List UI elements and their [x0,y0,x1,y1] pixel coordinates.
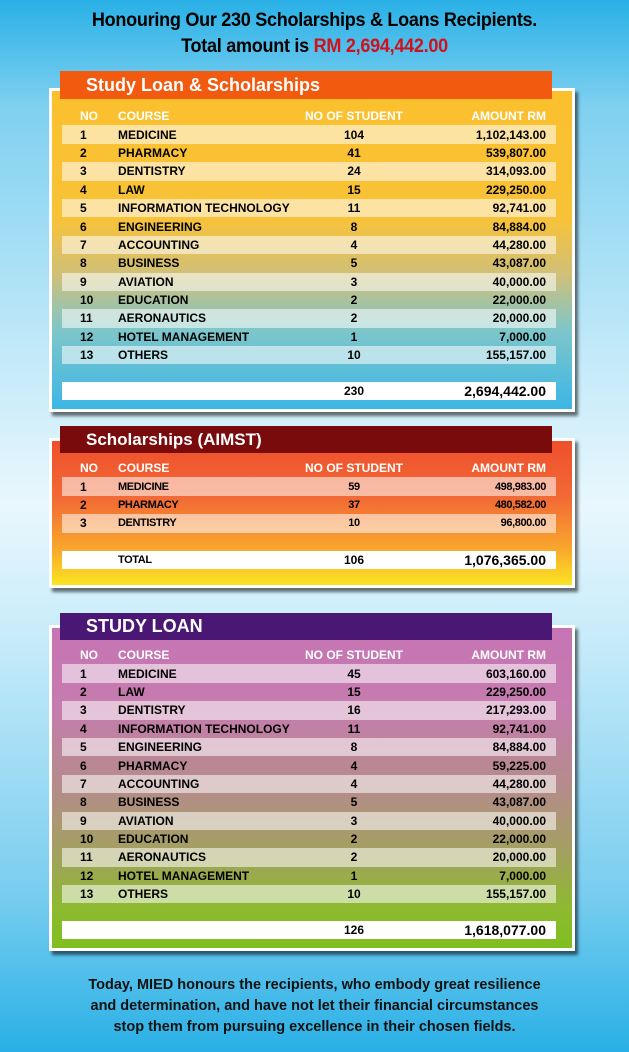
course-name: INFORMATION TECHNOLOGY [118,721,290,736]
amount-rm: 44,280.00 [492,776,546,791]
amount-rm: 43,087.00 [492,256,546,271]
study-loan-scholarships-title: Study Loan & Scholarships [60,71,552,99]
total-students: 126 [343,923,365,938]
row-number: 6 [80,219,87,234]
table-row [62,701,556,719]
course-name: AERONAUTICS [118,850,207,865]
course-name: ENGINEERING [118,219,203,234]
row-number: 2 [80,684,87,699]
course-name: MEDICINE [118,480,169,493]
course-name: OTHERS [118,348,169,363]
table-row [62,236,556,254]
amount-rm: 1,102,143.00 [475,127,546,142]
column-header-students: NO OF STUDENT [305,109,403,124]
amount-rm: 96,800.00 [500,517,546,530]
column-header-no: NO [80,648,98,663]
row-number: 8 [80,256,87,271]
table-row [62,756,556,774]
table-row [62,830,556,848]
row-number: 7 [80,237,87,252]
student-count: 45 [347,666,361,681]
course-name: EDUCATION [118,832,189,847]
course-name: PHARMACY [118,498,179,511]
course-name: LAW [118,182,145,197]
amount-rm: 92,741.00 [492,201,546,216]
footer-line2: and determination, and have not let their financial circumstances [90,998,539,1014]
amount-rm: 314,093.00 [485,164,546,179]
course-name: EDUCATION [118,293,189,308]
headline-line2 [16,34,614,60]
course-name: BUSINESS [118,256,180,271]
course-name: BUSINESS [118,795,180,810]
table-row [62,144,556,162]
course-name: AVIATION [118,813,174,828]
student-count: 24 [347,164,361,179]
table-row [62,273,556,291]
table-header-row [62,646,556,664]
amount-rm: 59,225.00 [492,758,546,773]
amount-rm: 7,000.00 [499,868,546,883]
column-header-no: NO [80,461,98,476]
student-count: 4 [350,758,358,773]
course-name: ACCOUNTING [118,776,200,791]
row-number: 2 [80,145,87,160]
table-row [62,867,556,885]
total-label: TOTAL [118,553,152,566]
total-amount: 1,618,077.00 [464,922,546,939]
table-row [62,683,556,701]
total-amount: 2,694,442.00 [464,383,546,400]
row-number: 10 [80,293,94,308]
row-number: 6 [80,758,87,773]
table-row [62,309,556,327]
student-count: 15 [347,684,361,699]
table-row [62,885,556,903]
table-row [62,793,556,811]
total-students: 230 [343,384,365,399]
total-students: 106 [343,552,365,567]
course-name: AVIATION [118,274,174,289]
row-number: 1 [80,479,87,494]
student-count: 1 [350,868,358,883]
footer-message [0,975,629,1038]
row-number: 11 [80,311,93,326]
table-row [62,254,556,272]
table-row [62,328,556,346]
table-row [62,125,556,143]
row-number: 11 [80,850,93,865]
amount-rm: 7,000.00 [499,329,546,344]
student-count: 1 [350,329,358,344]
row-number: 12 [80,868,94,883]
amount-rm: 22,000.00 [492,293,546,308]
column-header-students: NO OF STUDENT [305,461,403,476]
table-row [62,199,556,217]
amount-rm: 155,157.00 [485,348,546,363]
student-count: 16 [347,703,361,718]
course-name: HOTEL MANAGEMENT [118,329,250,344]
student-count: 3 [350,813,358,828]
row-number: 9 [80,813,87,828]
course-name: PHARMACY [118,145,188,160]
row-number: 4 [80,721,87,736]
course-name: MEDICINE [118,666,177,681]
course-name: OTHERS [118,887,169,902]
amount-rm: 92,741.00 [492,721,546,736]
amount-rm: 84,884.00 [492,740,546,755]
amount-rm: 480,582.00 [494,498,546,511]
column-header-course: COURSE [118,109,170,124]
table-header-row [62,459,556,477]
study-loan-panel [49,625,575,951]
row-number: 3 [80,516,87,531]
amount-rm: 44,280.00 [492,237,546,252]
row-number: 9 [80,274,87,289]
row-number: 13 [80,887,94,902]
amount-rm: 498,983.00 [494,480,546,493]
student-count: 2 [350,293,358,308]
row-number: 8 [80,795,87,810]
course-name: PHARMACY [118,758,188,773]
spacer [62,533,556,551]
student-count: 2 [350,850,358,865]
scholarships-aimst-panel [49,438,575,588]
course-name: DENTISTRY [118,164,186,179]
amount-rm: 84,884.00 [492,219,546,234]
row-number: 5 [80,201,87,216]
table-row [62,496,556,514]
column-header-amount: AMOUNT RM [471,648,546,663]
column-header-no: NO [80,109,98,124]
student-count: 11 [347,201,361,216]
footer-line3: stop them from pursuing excellence in their chosen fields. [113,1019,516,1035]
table-row [62,291,556,309]
amount-rm: 43,087.00 [492,795,546,810]
headline-total-amount: RM 2,694,442.00 [313,36,448,57]
student-count: 11 [347,721,361,736]
column-header-course: COURSE [118,461,170,476]
student-count: 3 [350,274,358,289]
course-name: ENGINEERING [118,740,203,755]
row-number: 4 [80,182,87,197]
row-number: 10 [80,832,94,847]
table-row [62,848,556,866]
spacer [62,364,556,382]
headline-total-prefix: Total amount is [181,36,314,57]
amount-rm: 20,000.00 [492,850,546,865]
total-row [62,382,556,400]
table-row [62,181,556,199]
amount-rm: 603,160.00 [485,666,546,681]
table-row [62,812,556,830]
headline-line1: Honouring Our 230 Scholarships & Loans Recipients. [91,10,538,31]
course-name: AERONAUTICS [118,311,207,326]
student-count: 4 [350,237,358,252]
course-name: INFORMATION TECHNOLOGY [118,201,290,216]
row-number: 3 [80,164,87,179]
row-number: 12 [80,329,94,344]
course-name: LAW [118,684,145,699]
course-name: HOTEL MANAGEMENT [118,868,250,883]
column-header-students: NO OF STUDENT [305,648,403,663]
student-count: 5 [350,795,358,810]
amount-rm: 229,250.00 [485,182,546,197]
table-row [62,477,556,495]
student-count: 4 [350,776,358,791]
course-name: DENTISTRY [118,703,186,718]
amount-rm: 217,293.00 [485,703,546,718]
total-row [62,921,556,939]
student-count: 15 [347,182,361,197]
table-row [62,162,556,180]
table-scholarships-aimst [62,459,556,569]
row-number: 2 [80,497,87,512]
student-count: 5 [350,256,358,271]
amount-rm: 40,000.00 [492,813,546,828]
amount-rm: 22,000.00 [492,832,546,847]
scholarships-aimst-title: Scholarships (AIMST) [60,426,552,453]
amount-rm: 229,250.00 [485,684,546,699]
student-count: 8 [350,740,358,755]
table-row [62,738,556,756]
table-study-loan [62,646,556,939]
study-loan-title: STUDY LOAN [60,613,552,640]
student-count: 2 [350,311,358,326]
amount-rm: 539,807.00 [485,145,546,160]
amount-rm: 20,000.00 [492,311,546,326]
table-study-loan-scholarships [62,107,556,400]
student-count: 8 [350,219,358,234]
table-row [62,514,556,532]
row-number: 7 [80,776,87,791]
student-count: 2 [350,832,358,847]
table-row [62,217,556,235]
student-count: 10 [347,348,361,363]
student-count: 41 [347,145,361,160]
student-count: 10 [347,887,361,902]
course-name: MEDICINE [118,127,177,142]
student-count: 37 [348,498,360,511]
headline [16,8,614,60]
row-number: 5 [80,740,87,755]
total-amount: 1,076,365.00 [464,551,546,568]
amount-rm: 40,000.00 [492,274,546,289]
row-number: 1 [80,666,87,681]
table-row [62,775,556,793]
spacer [62,903,556,921]
row-number: 3 [80,703,87,718]
table-row [62,346,556,364]
column-header-course: COURSE [118,648,170,663]
student-count: 59 [348,480,360,493]
row-number: 13 [80,348,94,363]
column-header-amount: AMOUNT RM [471,109,546,124]
table-row [62,664,556,682]
table-row [62,720,556,738]
row-number: 1 [80,127,87,142]
column-header-amount: AMOUNT RM [471,461,546,476]
course-name: DENTISTRY [118,517,177,530]
footer-line1: Today, MIED honours the recipients, who embody great resilience [88,977,541,993]
study-loan-scholarships-panel [49,88,575,412]
amount-rm: 155,157.00 [485,887,546,902]
table-header-row [62,107,556,125]
student-count: 10 [348,517,360,530]
student-count: 104 [343,127,365,142]
total-row [62,551,556,569]
course-name: ACCOUNTING [118,237,200,252]
